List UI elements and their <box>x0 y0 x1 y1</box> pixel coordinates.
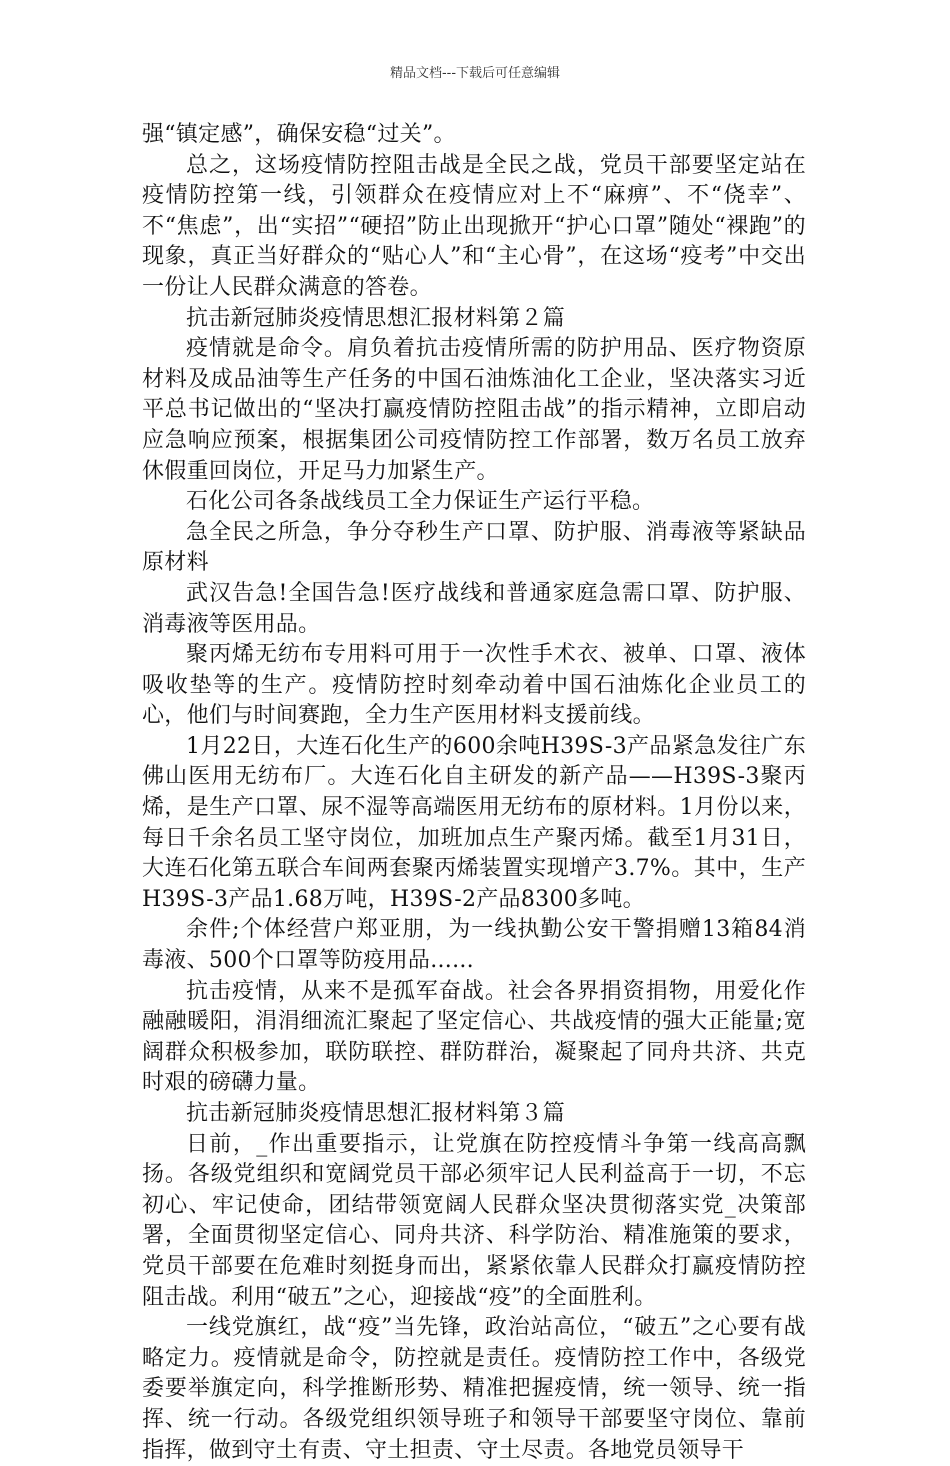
paragraph: 1月22日，大连石化生产的600余吨H39S-3产品紧急发往广东佛山医用无纺布厂。大连石化自主研发的新产品——H39S-3聚丙烯，是生产口罩、尿不湿等高端医用无纺布的原材料。1月份以来，每日千余名员工坚守岗位，加班加点生产聚丙烯。截至1月31日，大连石化第五联合车间两套聚丙烯装置实现增产3.7%。其中，生产H39S-3产品1.68万吨，H39S-2产品8300多吨。 <box>142 733 806 912</box>
paragraph: 总之，这场疫情防控阻击战是全民之战，党员干部要坚定站在疫情防控第一线，引领群众在疫情应对上不“麻痹”、不“侥幸”、不“焦虑”，出“实招”“硬招”防止出现掀开“护心口罩”随处“裸跑”的现象，真正当好群众的“贴心人”和“主心骨”，在这场“疫考”中交出一份让人民群众满意的答卷。 <box>142 152 806 300</box>
paragraph: 急全民之所急，争分夺秒生产口罩、防护服、消毒液等紧缺品原材料 <box>142 519 806 576</box>
paragraph: 武汉告急!全国告急!医疗战线和普通家庭急需口罩、防护服、消毒液等医用品。 <box>142 580 806 637</box>
paragraph: 强“镇定感”，确保安稳“过关”。 <box>142 122 456 147</box>
section-heading: 抗击新冠肺炎疫情思想汇报材料第２篇 <box>186 305 566 331</box>
section-heading: 抗击新冠肺炎疫情思想汇报材料第３篇 <box>186 1101 566 1126</box>
paragraph: 聚丙烯无纺布专用料可用于一次性手术衣、被单、口罩、液体吸收垫等的生产。疫情防控时刻牵动着中国石油炼化企业员工的心，他们与时间赛跑，全力生产医用材料支援前线。 <box>142 642 806 729</box>
paragraph: 日前，_作出重要指示，让党旗在防控疫情斗争第一线高高飘扬。各级党组织和宽阔党员干部必须牢记人民利益高于一切，不忘初心、牢记使命，团结带领宽阔人民群众坚决贯彻落实党_决策部署，全面贯彻坚定信心、同舟共济、科学防治、精准施策的要求，党员干部要在危难时刻挺身而出，紧紧依靠人民群众打赢疫情防控阻击战。利用“破五”之心，迎接战“疫”的全面胜利。 <box>142 1131 806 1310</box>
paragraph: 一线党旗红，战“疫”当先锋，政治站高位，“破五”之心要有战略定力。疫情就是命令，防控就是责任。疫情防控工作中，各级党委要举旗定向，科学推断形势、精准把握疫情，统一领导、统一指挥、统一行动。各级党组织领导班子和领导干部要坚守岗位、靠前指挥，做到守土有责、守土担责、守土尽责。各地党员领导干 <box>142 1315 806 1463</box>
paragraph: 余件;个体经营户郑亚朋，为一线执勤公安干警捐赠13箱84消毒液、500个口罩等防疫用品...... <box>142 917 806 974</box>
paragraph: 石化公司各条战线员工全力保证生产运行平稳。 <box>186 489 655 515</box>
paragraph: 抗击疫情，从来不是孤军奋战。社会各界捐资捐物，用爱化作融融暖阳，涓涓细流汇聚起了坚定信心、共战疫情的强大正能量;宽阔群众积极参加，联防联控、群防群治，凝聚起了同舟共济、共克时艰的磅礴力量。 <box>142 978 806 1096</box>
paragraph: 疫情就是命令。肩负着抗击疫情所需的防护用品、医疗物资原材料及成品油等生产任务的中国石油炼油化工企业，坚决落实习近平总书记做出的“坚决打赢疫情防控阻击战”的指示精神，立即启动应急响应预案，根据集团公司疫情防控工作部署，数万名员工放弃休假重回岗位，开足马力加紧生产。 <box>142 336 806 484</box>
page-header: 精品文档---下载后可任意编辑 <box>389 66 561 81</box>
document-body <box>142 120 806 1466</box>
